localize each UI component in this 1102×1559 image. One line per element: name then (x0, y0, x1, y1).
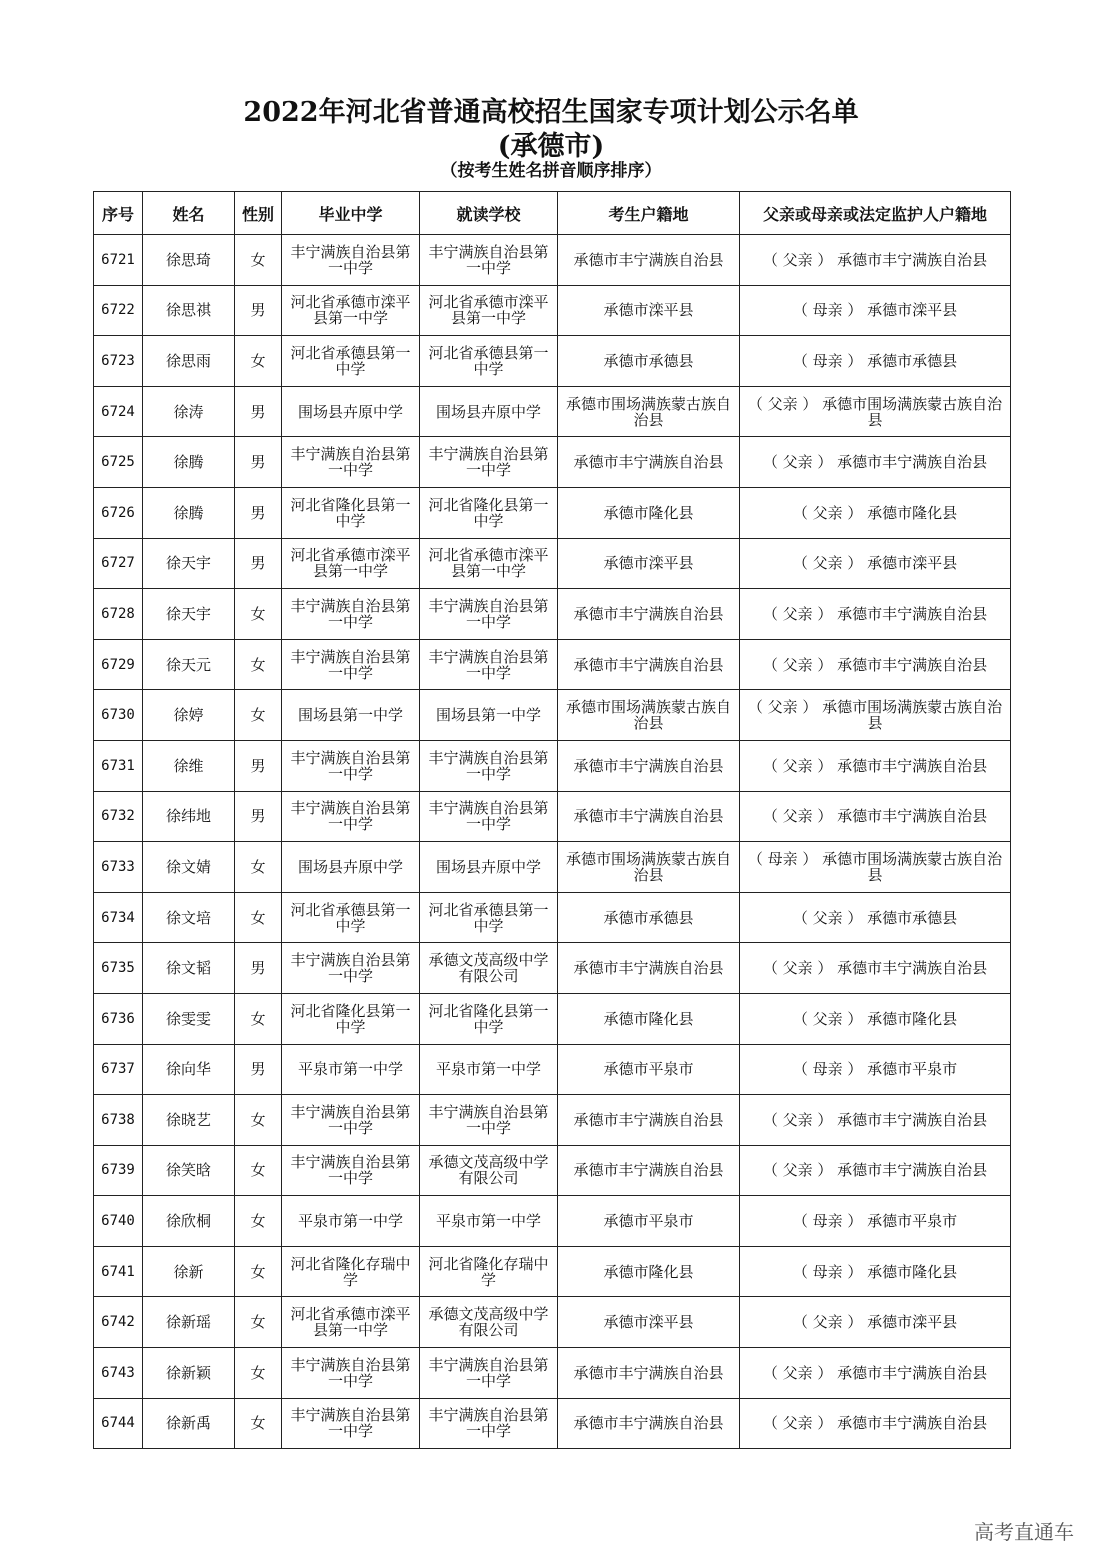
cell-household-registration: 承德市丰宁满族自治县 (558, 791, 740, 842)
cell-guardian-registration: （ 父亲 ） 承德市围场满族蒙古族自治县 (740, 690, 1011, 741)
cell-current-school: 河北省承德市滦平县第一中学 (420, 285, 558, 336)
cell-graduated-school: 丰宁满族自治县第一中学 (282, 943, 420, 994)
table-row (94, 285, 1011, 336)
cell-guardian-registration: （ 父亲 ） 承德市丰宁满族自治县 (740, 791, 1011, 842)
cell-name: 徐思琦 (143, 235, 235, 286)
cell-gender: 女 (235, 842, 282, 893)
cell-name: 徐婷 (143, 690, 235, 741)
cell-graduated-school: 丰宁满族自治县第一中学 (282, 791, 420, 842)
cell-current-school: 平泉市第一中学 (420, 1196, 558, 1247)
cell-seq: 6721 (94, 235, 143, 286)
cell-guardian-registration: （ 父亲 ） 承德市围场满族蒙古族自治县 (740, 386, 1011, 437)
cell-graduated-school: 河北省承德县第一中学 (282, 336, 420, 387)
cell-graduated-school: 丰宁满族自治县第一中学 (282, 1145, 420, 1196)
cell-current-school: 丰宁满族自治县第一中学 (420, 1348, 558, 1399)
cell-household-registration: 承德市滦平县 (558, 538, 740, 589)
watermark: 高考直通车 (974, 1520, 1074, 1544)
cell-household-registration: 承德市丰宁满族自治县 (558, 1398, 740, 1449)
cell-seq: 6725 (94, 437, 143, 488)
cell-guardian-registration: （ 父亲 ） 承德市隆化县 (740, 487, 1011, 538)
table-row (94, 437, 1011, 488)
table-row (94, 1348, 1011, 1399)
cell-gender: 男 (235, 386, 282, 437)
cell-name: 徐纬地 (143, 791, 235, 842)
cell-graduated-school: 河北省承德市滦平县第一中学 (282, 285, 420, 336)
cell-guardian-registration: （ 父亲 ） 承德市丰宁满族自治县 (740, 1348, 1011, 1399)
cell-guardian-registration: （ 父亲 ） 承德市滦平县 (740, 1297, 1011, 1348)
cell-graduated-school: 丰宁满族自治县第一中学 (282, 235, 420, 286)
cell-gender: 男 (235, 538, 282, 589)
cell-graduated-school: 丰宁满族自治县第一中学 (282, 639, 420, 690)
cell-name: 徐天宇 (143, 538, 235, 589)
cell-gender: 女 (235, 639, 282, 690)
cell-name: 徐笑晗 (143, 1145, 235, 1196)
cell-guardian-registration: （ 父亲 ） 承德市丰宁满族自治县 (740, 1398, 1011, 1449)
cell-seq: 6735 (94, 943, 143, 994)
table-row (94, 336, 1011, 387)
table-row (94, 1095, 1011, 1146)
cell-gender: 男 (235, 437, 282, 488)
cell-seq: 6732 (94, 791, 143, 842)
cell-household-registration: 承德市滦平县 (558, 285, 740, 336)
header-seq: 序号 (94, 192, 143, 235)
cell-current-school: 丰宁满族自治县第一中学 (420, 791, 558, 842)
cell-gender: 女 (235, 1196, 282, 1247)
cell-gender: 女 (235, 1246, 282, 1297)
cell-seq: 6742 (94, 1297, 143, 1348)
cell-seq: 6738 (94, 1095, 143, 1146)
cell-graduated-school: 丰宁满族自治县第一中学 (282, 437, 420, 488)
cell-household-registration: 承德市平泉市 (558, 1196, 740, 1247)
table-row (94, 1044, 1011, 1095)
cell-household-registration: 承德市隆化县 (558, 1246, 740, 1297)
table-row (94, 1145, 1011, 1196)
cell-household-registration: 承德市围场满族蒙古族自治县 (558, 386, 740, 437)
cell-name: 徐雯雯 (143, 993, 235, 1044)
cell-gender: 女 (235, 235, 282, 286)
cell-household-registration: 承德市丰宁满族自治县 (558, 639, 740, 690)
table-row (94, 943, 1011, 994)
cell-graduated-school: 围场县第一中学 (282, 690, 420, 741)
cell-guardian-registration: （ 母亲 ） 承德市承德县 (740, 336, 1011, 387)
cell-current-school: 围场县卉原中学 (420, 386, 558, 437)
cell-guardian-registration: （ 父亲 ） 承德市滦平县 (740, 538, 1011, 589)
cell-current-school: 河北省隆化存瑞中学 (420, 1246, 558, 1297)
cell-guardian-registration: （ 母亲 ） 承德市围场满族蒙古族自治县 (740, 842, 1011, 893)
cell-current-school: 河北省承德县第一中学 (420, 892, 558, 943)
cell-graduated-school: 围场县卉原中学 (282, 842, 420, 893)
cell-household-registration: 承德市丰宁满族自治县 (558, 1348, 740, 1399)
cell-gender: 男 (235, 740, 282, 791)
cell-seq: 6737 (94, 1044, 143, 1095)
cell-seq: 6741 (94, 1246, 143, 1297)
document-title: 2022年河北省普通高校招生国家专项计划公示名单 (243, 97, 859, 128)
cell-seq: 6722 (94, 285, 143, 336)
cell-seq: 6730 (94, 690, 143, 741)
cell-graduated-school: 丰宁满族自治县第一中学 (282, 1095, 420, 1146)
cell-household-registration: 承德市围场满族蒙古族自治县 (558, 690, 740, 741)
cell-gender: 女 (235, 1095, 282, 1146)
cell-current-school: 丰宁满族自治县第一中学 (420, 740, 558, 791)
header-household-registration: 考生户籍地 (558, 192, 740, 235)
cell-gender: 女 (235, 892, 282, 943)
cell-graduated-school: 平泉市第一中学 (282, 1196, 420, 1247)
cell-seq: 6733 (94, 842, 143, 893)
cell-household-registration: 承德市丰宁满族自治县 (558, 740, 740, 791)
cell-name: 徐文婧 (143, 842, 235, 893)
document-subtitle-city: (承德市) (497, 131, 605, 162)
cell-guardian-registration: （ 父亲 ） 承德市承德县 (740, 892, 1011, 943)
cell-seq: 6729 (94, 639, 143, 690)
cell-seq: 6743 (94, 1348, 143, 1399)
cell-seq: 6724 (94, 386, 143, 437)
enrollment-table (93, 191, 1011, 1449)
table-header-row (94, 192, 1011, 235)
cell-household-registration: 承德市承德县 (558, 892, 740, 943)
header-guardian-registration: 父亲或母亲或法定监护人户籍地 (740, 192, 1011, 235)
cell-graduated-school: 河北省隆化县第一中学 (282, 487, 420, 538)
cell-gender: 女 (235, 1398, 282, 1449)
cell-name: 徐思雨 (143, 336, 235, 387)
table-row (94, 1398, 1011, 1449)
cell-name: 徐腾 (143, 437, 235, 488)
cell-name: 徐天元 (143, 639, 235, 690)
cell-household-registration: 承德市承德县 (558, 336, 740, 387)
cell-household-registration: 承德市丰宁满族自治县 (558, 437, 740, 488)
cell-current-school: 丰宁满族自治县第一中学 (420, 235, 558, 286)
table-row (94, 538, 1011, 589)
cell-household-registration: 承德市丰宁满族自治县 (558, 1095, 740, 1146)
cell-current-school: 承德文茂高级中学有限公司 (420, 943, 558, 994)
cell-seq: 6736 (94, 993, 143, 1044)
cell-gender: 女 (235, 690, 282, 741)
cell-seq: 6723 (94, 336, 143, 387)
table-row (94, 791, 1011, 842)
cell-graduated-school: 河北省隆化县第一中学 (282, 993, 420, 1044)
cell-seq: 6726 (94, 487, 143, 538)
header-name: 姓名 (143, 192, 235, 235)
table-row (94, 1297, 1011, 1348)
header-graduated-school: 毕业中学 (282, 192, 420, 235)
cell-seq: 6739 (94, 1145, 143, 1196)
cell-name: 徐天宇 (143, 589, 235, 640)
cell-current-school: 围场县卉原中学 (420, 842, 558, 893)
table-row (94, 690, 1011, 741)
cell-seq: 6728 (94, 589, 143, 640)
cell-guardian-registration: （ 母亲 ） 承德市平泉市 (740, 1044, 1011, 1095)
cell-household-registration: 承德市隆化县 (558, 993, 740, 1044)
cell-graduated-school: 丰宁满族自治县第一中学 (282, 740, 420, 791)
cell-name: 徐向华 (143, 1044, 235, 1095)
cell-guardian-registration: （ 母亲 ） 承德市隆化县 (740, 1246, 1011, 1297)
table-row (94, 842, 1011, 893)
cell-current-school: 河北省隆化县第一中学 (420, 487, 558, 538)
cell-current-school: 承德文茂高级中学有限公司 (420, 1297, 558, 1348)
cell-guardian-registration: （ 父亲 ） 承德市丰宁满族自治县 (740, 740, 1011, 791)
cell-gender: 女 (235, 993, 282, 1044)
cell-graduated-school: 河北省承德市滦平县第一中学 (282, 1297, 420, 1348)
cell-graduated-school: 河北省承德市滦平县第一中学 (282, 538, 420, 589)
table-row (94, 1196, 1011, 1247)
cell-gender: 男 (235, 791, 282, 842)
cell-name: 徐新 (143, 1246, 235, 1297)
cell-current-school: 丰宁满族自治县第一中学 (420, 1095, 558, 1146)
cell-name: 徐新瑶 (143, 1297, 235, 1348)
table-row (94, 993, 1011, 1044)
cell-gender: 男 (235, 943, 282, 994)
cell-seq: 6731 (94, 740, 143, 791)
cell-household-registration: 承德市隆化县 (558, 487, 740, 538)
cell-name: 徐新禹 (143, 1398, 235, 1449)
table-body (94, 235, 1011, 1449)
cell-current-school: 丰宁满族自治县第一中学 (420, 437, 558, 488)
cell-current-school: 河北省承德市滦平县第一中学 (420, 538, 558, 589)
cell-gender: 女 (235, 589, 282, 640)
cell-seq: 6740 (94, 1196, 143, 1247)
cell-name: 徐维 (143, 740, 235, 791)
cell-graduated-school: 河北省隆化存瑞中学 (282, 1246, 420, 1297)
cell-household-registration: 承德市丰宁满族自治县 (558, 943, 740, 994)
cell-graduated-school: 丰宁满族自治县第一中学 (282, 589, 420, 640)
cell-name: 徐文韬 (143, 943, 235, 994)
cell-guardian-registration: （ 父亲 ） 承德市隆化县 (740, 993, 1011, 1044)
cell-current-school: 平泉市第一中学 (420, 1044, 558, 1095)
cell-seq: 6744 (94, 1398, 143, 1449)
table-row (94, 740, 1011, 791)
cell-current-school: 丰宁满族自治县第一中学 (420, 589, 558, 640)
document-sort-note: （按考生姓名拼音顺序排序） (440, 161, 662, 181)
cell-name: 徐涛 (143, 386, 235, 437)
cell-guardian-registration: （ 父亲 ） 承德市丰宁满族自治县 (740, 589, 1011, 640)
cell-gender: 女 (235, 336, 282, 387)
cell-household-registration: 承德市围场满族蒙古族自治县 (558, 842, 740, 893)
cell-graduated-school: 河北省承德县第一中学 (282, 892, 420, 943)
cell-guardian-registration: （ 父亲 ） 承德市丰宁满族自治县 (740, 437, 1011, 488)
cell-household-registration: 承德市丰宁满族自治县 (558, 589, 740, 640)
table-row (94, 639, 1011, 690)
header-gender: 性别 (235, 192, 282, 235)
cell-gender: 女 (235, 1348, 282, 1399)
cell-guardian-registration: （ 父亲 ） 承德市丰宁满族自治县 (740, 943, 1011, 994)
cell-graduated-school: 丰宁满族自治县第一中学 (282, 1398, 420, 1449)
cell-gender: 女 (235, 1297, 282, 1348)
cell-name: 徐文培 (143, 892, 235, 943)
cell-name: 徐腾 (143, 487, 235, 538)
table-row (94, 892, 1011, 943)
cell-household-registration: 承德市平泉市 (558, 1044, 740, 1095)
header-current-school: 就读学校 (420, 192, 558, 235)
cell-gender: 男 (235, 285, 282, 336)
cell-current-school: 丰宁满族自治县第一中学 (420, 639, 558, 690)
cell-gender: 男 (235, 1044, 282, 1095)
table-row (94, 589, 1011, 640)
cell-household-registration: 承德市滦平县 (558, 1297, 740, 1348)
cell-household-registration: 承德市丰宁满族自治县 (558, 235, 740, 286)
cell-guardian-registration: （ 父亲 ） 承德市丰宁满族自治县 (740, 639, 1011, 690)
cell-guardian-registration: （ 父亲 ） 承德市丰宁满族自治县 (740, 235, 1011, 286)
cell-name: 徐思祺 (143, 285, 235, 336)
cell-current-school: 河北省承德县第一中学 (420, 336, 558, 387)
cell-name: 徐欣桐 (143, 1196, 235, 1247)
cell-current-school: 围场县第一中学 (420, 690, 558, 741)
cell-current-school: 丰宁满族自治县第一中学 (420, 1398, 558, 1449)
cell-name: 徐新颖 (143, 1348, 235, 1399)
cell-guardian-registration: （ 父亲 ） 承德市丰宁满族自治县 (740, 1145, 1011, 1196)
cell-name: 徐晓艺 (143, 1095, 235, 1146)
cell-current-school: 承德文茂高级中学有限公司 (420, 1145, 558, 1196)
cell-graduated-school: 平泉市第一中学 (282, 1044, 420, 1095)
table-row (94, 487, 1011, 538)
table-row (94, 235, 1011, 286)
cell-current-school: 河北省隆化县第一中学 (420, 993, 558, 1044)
cell-seq: 6727 (94, 538, 143, 589)
cell-gender: 女 (235, 1145, 282, 1196)
cell-guardian-registration: （ 母亲 ） 承德市平泉市 (740, 1196, 1011, 1247)
cell-gender: 男 (235, 487, 282, 538)
table-row (94, 386, 1011, 437)
cell-household-registration: 承德市丰宁满族自治县 (558, 1145, 740, 1196)
cell-graduated-school: 围场县卉原中学 (282, 386, 420, 437)
cell-guardian-registration: （ 母亲 ） 承德市滦平县 (740, 285, 1011, 336)
cell-graduated-school: 丰宁满族自治县第一中学 (282, 1348, 420, 1399)
cell-guardian-registration: （ 父亲 ） 承德市丰宁满族自治县 (740, 1095, 1011, 1146)
cell-seq: 6734 (94, 892, 143, 943)
table-row (94, 1246, 1011, 1297)
